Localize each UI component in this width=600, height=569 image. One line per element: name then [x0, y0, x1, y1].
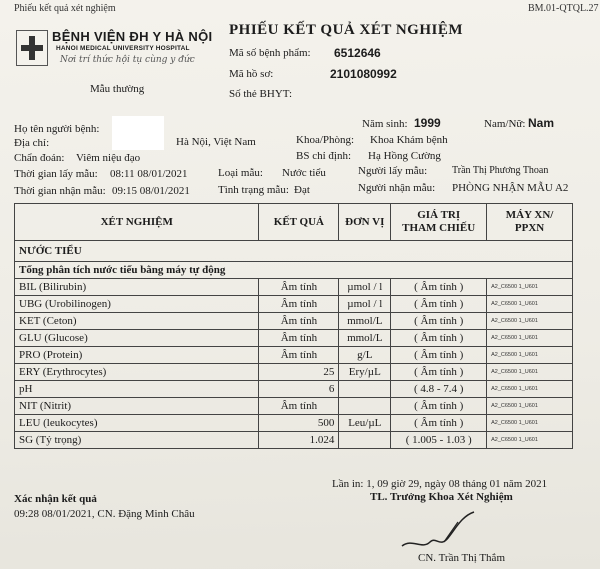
- birth-year-label: Năm sinh:: [362, 118, 408, 130]
- table-row: [15, 381, 573, 398]
- table-row: [15, 364, 573, 381]
- table-row: [15, 296, 573, 313]
- table-row: [15, 347, 573, 364]
- results-table: [14, 203, 573, 449]
- result-cell: 25: [259, 364, 339, 381]
- unit-cell: µmol / l: [339, 296, 391, 313]
- receive-time-value: 09:15 08/01/2021: [112, 185, 190, 197]
- section-row: NƯỚC TIỂU: [15, 241, 573, 262]
- sex-value: Nam: [528, 116, 555, 130]
- reference-cell: ( 4.8 - 7.4 ): [391, 381, 487, 398]
- test-cell: BIL (Bilirubin): [15, 279, 259, 296]
- print-info: Lần in: 1, 09 giờ 29, ngày 08 tháng 01 năm 2021: [332, 478, 548, 490]
- page-title: PHIẾU KẾT QUẢ XÉT NGHIỆM: [229, 22, 463, 38]
- department-label: Khoa/Phòng:: [296, 134, 355, 146]
- confirm-label: Xác nhận kết quả: [14, 493, 97, 505]
- sample-type-value: Nước tiểu: [282, 167, 326, 179]
- result-cell: 500: [259, 415, 339, 432]
- machine-cell: A2_C6500 1_U601: [487, 347, 573, 364]
- machine-cell: A2_C6500 1_U601: [487, 279, 573, 296]
- result-cell: Âm tính: [259, 279, 339, 296]
- result-cell: Âm tính: [259, 398, 339, 415]
- unit-cell: [339, 381, 391, 398]
- diagnosis-label: Chẩn đoán:: [14, 152, 65, 164]
- receiver-value: PHÒNG NHẬN MẪU A2: [452, 182, 569, 194]
- result-cell: Âm tính: [259, 330, 339, 347]
- machine-cell: A2_C6500 1_U601: [487, 330, 573, 347]
- machine-cell: A2_C6500 1_U601: [487, 415, 573, 432]
- header-result: KẾT QUẢ: [259, 204, 339, 241]
- table-row: [15, 313, 573, 330]
- birth-year-value: 1999: [414, 116, 441, 130]
- receive-time-label: Thời gian nhận mẫu:: [14, 185, 106, 197]
- hospital-name-en: HANOI MEDICAL UNIVERSITY HOSPITAL: [56, 45, 190, 52]
- test-cell: UBG (Urobilinogen): [15, 296, 259, 313]
- sample-type-label: Loại mẫu:: [218, 167, 263, 179]
- redacted-name: [112, 116, 164, 150]
- reference-cell: ( Âm tính ): [391, 347, 487, 364]
- reference-cell: ( Âm tính ): [391, 296, 487, 313]
- unit-cell: Leu/µL: [339, 415, 391, 432]
- reference-cell: ( Âm tính ): [391, 313, 487, 330]
- receiver-label: Người nhận mẫu:: [358, 182, 436, 194]
- hospital-name: BỆNH VIỆN ĐH Y HÀ NỘI: [52, 29, 213, 44]
- reference-cell: ( Âm tính ): [391, 398, 487, 415]
- result-cell: 1.024: [259, 432, 339, 449]
- collector-label: Người lấy mẫu:: [358, 165, 428, 177]
- subsection-row: Tổng phân tích nước tiểu bằng máy tự động: [15, 262, 573, 279]
- doctor-value: Hạ Hồng Cường: [368, 150, 441, 162]
- reference-cell: ( Âm tính ): [391, 415, 487, 432]
- test-cell: ERY (Erythrocytes): [15, 364, 259, 381]
- unit-cell: mmol/L: [339, 330, 391, 347]
- table-row: [15, 432, 573, 449]
- result-cell: 6: [259, 381, 339, 398]
- table-row: [15, 398, 573, 415]
- test-cell: GLU (Glucose): [15, 330, 259, 347]
- unit-cell: Ery/µL: [339, 364, 391, 381]
- machine-cell: A2_C6500 1_U601: [487, 381, 573, 398]
- signer-name: CN. Trần Thị Thắm: [418, 552, 505, 564]
- test-cell: LEU (leukocytes): [15, 415, 259, 432]
- collector-value: Trần Thị Phương Thoan: [452, 165, 549, 176]
- result-cell: Âm tính: [259, 296, 339, 313]
- form-code: BM.01-QTQL.27: [528, 3, 599, 14]
- unit-cell: mmol/L: [339, 313, 391, 330]
- head-title: TL. Trưởng Khoa Xét Nghiệm: [370, 491, 513, 503]
- unit-cell: [339, 432, 391, 449]
- collect-time-value: 08:11 08/01/2021: [110, 168, 188, 180]
- unit-cell: g/L: [339, 347, 391, 364]
- hospital-slogan: Nơi trí thức hội tụ cùng y đức: [60, 55, 195, 65]
- test-cell: pH: [15, 381, 259, 398]
- address-value: Hà Nội, Việt Nam: [176, 136, 256, 148]
- reference-cell: ( Âm tính ): [391, 330, 487, 347]
- test-cell: KET (Ceton): [15, 313, 259, 330]
- test-cell: PRO (Protein): [15, 347, 259, 364]
- condition-label: Tình trạng mẫu:: [218, 184, 289, 196]
- hospital-logo: [16, 30, 48, 66]
- machine-cell: A2_C6500 1_U601: [487, 364, 573, 381]
- header-machine: MÁY XN/ PPXN: [487, 204, 573, 241]
- insurance-label: Số thẻ BHYT:: [229, 88, 293, 100]
- patient-name-label: Họ tên người bệnh:: [14, 123, 100, 135]
- machine-cell: A2_C6500 1_U601: [487, 432, 573, 449]
- priority-label: Mẫu thường: [90, 83, 145, 95]
- sample-id-value: 6512646: [334, 46, 381, 60]
- machine-cell: A2_C6500 1_U601: [487, 398, 573, 415]
- table-row: [15, 415, 573, 432]
- collect-time-label: Thời gian lấy mẫu:: [14, 168, 98, 180]
- condition-value: Đạt: [294, 184, 310, 196]
- result-cell: Âm tính: [259, 313, 339, 330]
- table-row: [15, 279, 573, 296]
- record-id-value: 2101080992: [330, 67, 397, 81]
- test-cell: NIT (Nitrit): [15, 398, 259, 415]
- signature: [400, 508, 490, 553]
- machine-cell: A2_C6500 1_U601: [487, 313, 573, 330]
- test-cell: SG (Tỷ trọng): [15, 432, 259, 449]
- unit-cell: [339, 398, 391, 415]
- record-id-label: Mã hồ sơ:: [229, 68, 274, 80]
- sex-label: Nam/Nữ:: [484, 118, 526, 130]
- confirm-value: 09:28 08/01/2021, CN. Đặng Minh Châu: [14, 508, 195, 520]
- doctor-label: BS chỉ định:: [296, 150, 352, 162]
- sample-id-label: Mã số bệnh phẩm:: [229, 47, 311, 59]
- header-test: XÉT NGHIỆM: [15, 204, 259, 241]
- result-cell: Âm tính: [259, 347, 339, 364]
- reference-cell: ( Âm tính ): [391, 364, 487, 381]
- reference-cell: ( Âm tính ): [391, 279, 487, 296]
- address-label: Địa chỉ:: [14, 137, 50, 149]
- unit-cell: µmol / l: [339, 279, 391, 296]
- doc-label: Phiếu kết quả xét nghiệm: [14, 3, 116, 14]
- results-header-row: [15, 204, 573, 241]
- reference-cell: ( 1.005 - 1.03 ): [391, 432, 487, 449]
- department-value: Khoa Khám bệnh: [370, 134, 448, 146]
- machine-cell: A2_C6500 1_U601: [487, 296, 573, 313]
- header-reference: GIÁ TRỊ THAM CHIẾU: [391, 204, 487, 241]
- header-unit: ĐƠN VỊ: [339, 204, 391, 241]
- diagnosis-value: Viêm niệu đạo: [76, 152, 141, 164]
- table-row: [15, 330, 573, 347]
